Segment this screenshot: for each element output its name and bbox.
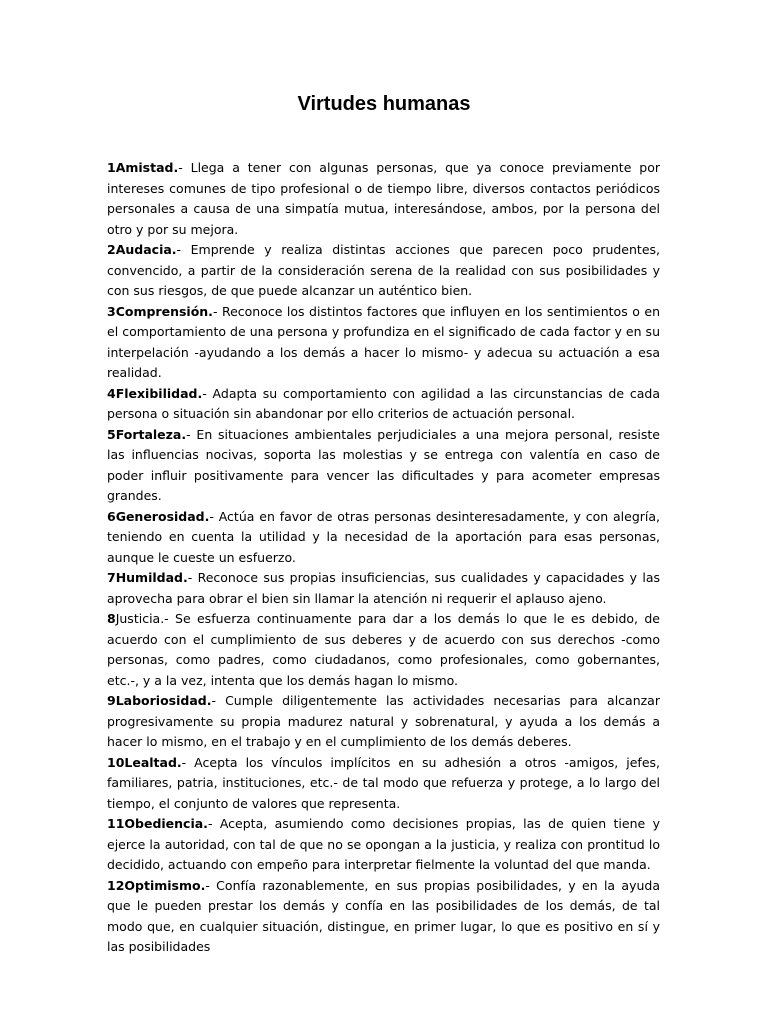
entry-text: - Acepta, asumiendo como decisiones propias, las de quien tiene y ejerce la autoridad, con tal de que no se opongan a la justicia, y realiza con prontitud lo decidido, actuando con empeño para interpretar fielmente la voluntad del que manda. [107, 816, 660, 872]
entry-generosidad [107, 507, 660, 569]
entry-term: 7Humildad. [107, 570, 188, 585]
entry-text: - Acepta los vínculos implícitos en su adhesión a otros -amigos, jefes, familiares, patria, instituciones, etc.- de tal modo que refuerza y protege, a lo largo del tiempo, el conjunto de valores que representa. [107, 754, 660, 811]
entry-text: - Actúa en favor de otras personas desinteresadamente, y con alegría, teniendo en cuenta la utilidad y la necesidad de la aportación para esas personas, aunque le cueste un esfuerzo. [107, 508, 660, 565]
entry-justicia [107, 609, 660, 691]
entry-term: 2Audacia. [107, 242, 177, 257]
entry-term: 10Lealtad. [107, 754, 182, 770]
entry-term: 1Amistad. [107, 160, 179, 175]
entry-text: - Reconoce los distintos factores que influyen en los sentimientos o en el comportamiento de una persona y profundiza en el significado de cada factor y en su interpelación -ayudando a los demás a hacer lo mismo- y adecua su actuación a esa realidad. [107, 303, 660, 380]
entry-humildad [107, 568, 660, 609]
entry-term: 8 [107, 611, 116, 626]
entry-text: - Confía razonablemente, en sus propias posibilidades, y en la ayuda que le pueden prestar los demás y confía en las posibilidades de los demás, de tal modo que, en cualquier situación, distingue, en primer lugar, lo que es positivo en sí y las posibilidades [107, 877, 660, 954]
document-body [107, 158, 660, 958]
entry-text: - Cumple diligentemente las actividades necesarias para alcanzar progresivamente su propia madurez natural y sobrenatural, y ayuda a los demás a hacer lo mismo, en el trabajo y en el cumplimiento de los demás deberes. [107, 693, 660, 749]
entry-term: 11Obediencia. [107, 816, 208, 831]
entry-term: 5Fortaleza. [107, 426, 187, 442]
entry-term: 9Laboriosidad. [107, 693, 212, 708]
entry-text: - Reconoce sus propias insuficiencias, sus cualidades y capacidades y las aprovecha para obrar el bien sin llamar la atención ni requerir el aplauso ajeno. [107, 570, 660, 606]
entry-term: 6Generosidad. [107, 508, 210, 524]
entry-text: - Adapta su comportamiento con agilidad a las circunstancias de cada persona o situación sin abandonar por ello criterios de actuación personal. [107, 385, 660, 421]
entry-laboriosidad [107, 691, 660, 753]
entry-term: 3Comprensión. [107, 303, 213, 319]
entry-lealtad [107, 753, 660, 815]
entry-term: 12Optimismo. [107, 877, 206, 893]
entry-amistad [107, 158, 660, 240]
entry-comprension [107, 302, 660, 384]
entry-term: 4Flexibilidad. [107, 385, 203, 401]
entry-fortaleza [107, 425, 660, 507]
entry-text: - En situaciones ambientales perjudiciales a una mejora personal, resiste las influencias nocivas, soporta las molestias y se entrega con valentía en caso de poder influir positivamente para vencer las dificultades y para acometer empresas grandes. [107, 426, 660, 503]
entry-optimismo [107, 876, 660, 958]
entry-text: - Llega a tener con algunas personas, que ya conoce previamente por intereses comunes de tipo profesional o de tiempo libre, diversos contactos periódicos personales a causa de una simpatía mutua, interesándose, ambos, por la persona del otro y por su mejora. [107, 160, 660, 237]
entry-text: - Emprende y realiza distintas acciones que parecen poco prudentes, convencido, a partir de la consideración serena de la realidad con sus posibilidades y con sus riesgos, de que puede alcanzar un auténtico bien. [107, 242, 660, 298]
entry-flexibilidad [107, 384, 660, 425]
entry-text: Justicia.- Se esfuerza continuamente para dar a los demás lo que le es debido, de acuerdo con el cumplimiento de sus deberes y de acuerdo con sus derechos -como personas, como padres, como ciudadanos, como profesionales, como gobernantes, etc.-, y a la vez, intenta que los demás hagan lo mismo. [107, 611, 660, 688]
entry-audacia [107, 240, 660, 302]
page-title: Virtudes humanas [297, 93, 471, 115]
entry-obediencia [107, 814, 660, 876]
